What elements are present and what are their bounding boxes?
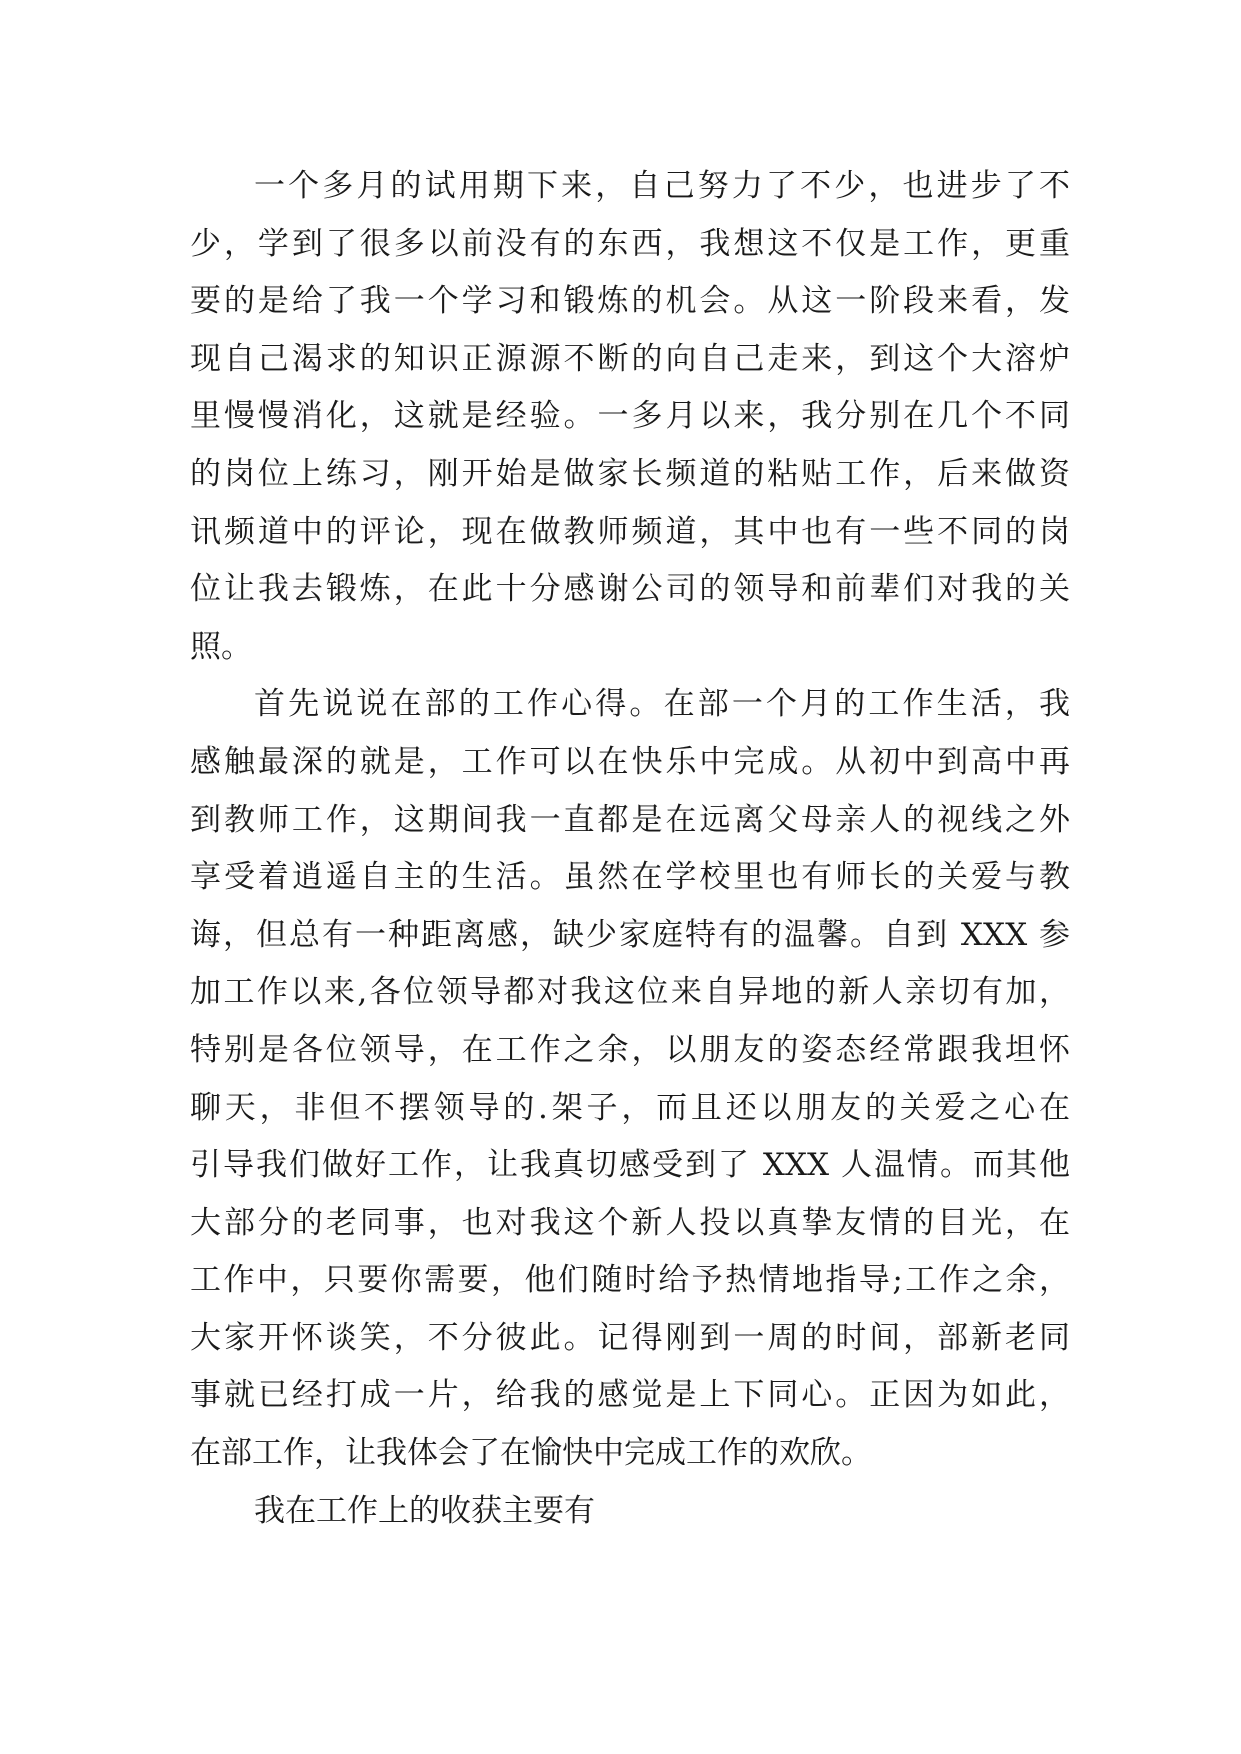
text-line: 加工作以来,各位领导都对我这位来自异地的新人亲切有加，: [190, 974, 1070, 1011]
text-line: 工作中，只要你需要，他们随时给予热情地指导;工作之余，: [190, 1262, 1070, 1299]
text-line: 大家开怀谈笑，不分彼此。记得刚到一周的时间，部新老同: [190, 1319, 1070, 1356]
paragraph: [190, 676, 1070, 1482]
text-line: 聊天，非但不摆领导的.架子，而且还以朋友的关爱之心在: [190, 1089, 1070, 1126]
text-line: 的岗位上练习，刚开始是做家长频道的粘贴工作，后来做资: [190, 455, 1070, 492]
text-line: 诲，但总有一种距离感，缺少家庭特有的温馨。自到 XXX 参: [190, 916, 1070, 953]
text-line: 位让我去锻炼，在此十分感谢公司的领导和前辈们对我的关: [190, 571, 1070, 608]
document-body: [190, 158, 1070, 1540]
text-line: 特别是各位领导，在工作之余，以朋友的姿态经常跟我坦怀: [190, 1031, 1070, 1068]
text-line: 享受着逍遥自主的生活。虽然在学校里也有师长的关爱与教: [190, 859, 1070, 896]
text-line: 少，学到了很多以前没有的东西，我想这不仅是工作，更重: [190, 225, 1070, 262]
text-line: 一个多月的试用期下来，自己努力了不少，也进步了不: [254, 168, 1070, 204]
text-line: 照。: [190, 628, 252, 665]
text-line: 首先说说在部的工作心得。在部一个月的工作生活，我: [254, 686, 1070, 723]
paragraph: [190, 1483, 1070, 1541]
text-line: 要的是给了我一个学习和锻炼的机会。从这一阶段来看，发: [190, 283, 1070, 320]
text-line: 讯频道中的评论，现在做教师频道，其中也有一些不同的岗: [190, 513, 1070, 550]
paragraph: [190, 158, 1070, 676]
text-line: 到教师工作，这期间我一直都是在远离父母亲人的视线之外: [190, 801, 1070, 838]
text-line: 我在工作上的收获主要有: [254, 1492, 595, 1529]
text-line: 现自己渴求的知识正源源不断的向自己走来，到这个大溶炉: [190, 340, 1070, 377]
text-line: 大部分的老同事，也对我这个新人投以真挚友情的目光，在: [190, 1204, 1070, 1241]
text-line: 引导我们做好工作，让我真切感受到了 XXX 人温情。而其他: [190, 1147, 1070, 1184]
text-line: 在部工作，让我体会了在愉快中完成工作的欢欣。: [190, 1435, 872, 1472]
text-line: 感触最深的就是，工作可以在快乐中完成。从初中到高中再: [190, 743, 1070, 780]
text-line: 事就已经打成一片，给我的感觉是上下同心。正因为如此，: [190, 1377, 1070, 1414]
text-line: 里慢慢消化，这就是经验。一多月以来，我分别在几个不同: [190, 398, 1070, 435]
